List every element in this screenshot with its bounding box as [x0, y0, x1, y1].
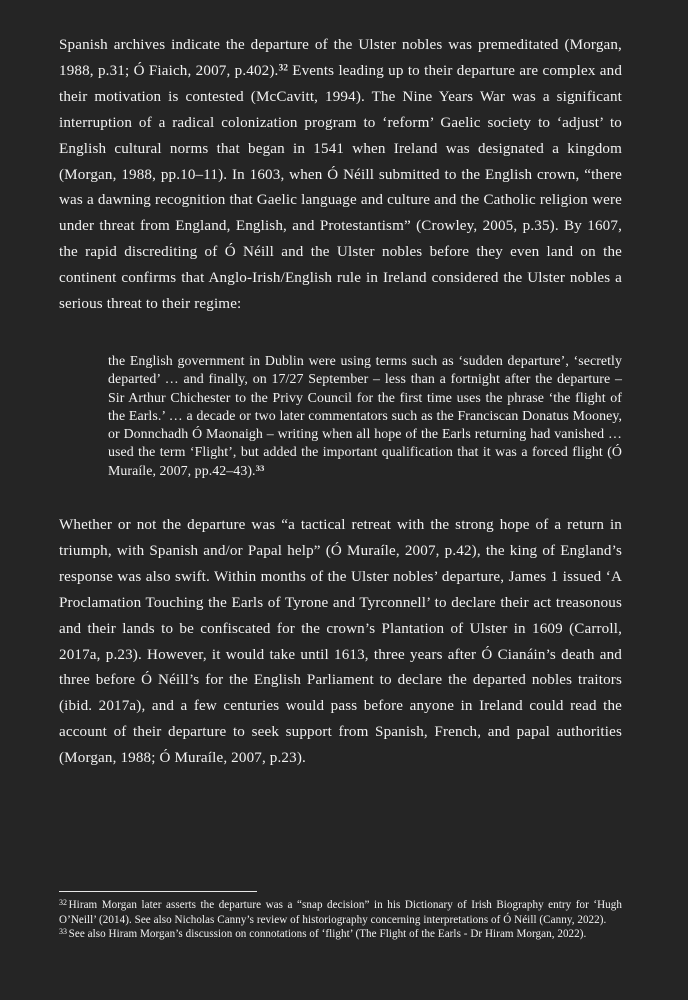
footnote-number: 33 — [59, 926, 68, 936]
footnote-item — [59, 927, 622, 942]
footnote-marker-32[interactable]: 32 — [278, 63, 288, 74]
block-quote-text: the English government in Dublin were using terms such as ‘sudden departure’, ‘secretly departed’ … and finally, on 17/27 September – less than a fortnight after the departure – Sir Arthur Chichester to the Privy Council for the first time uses the phrase ‘the flight of the Earls.’ … a decade or two later commentators such as the Franciscan Donatus Mooney, or Donnchadh Ó Maonaigh – writing when all hope of the Earls returning had vanished … used the term ‘Flight’, but added the important qualification that it was a forced flight (Ó Muraíle, 2007, pp.42–43). — [108, 353, 622, 479]
footnote-text: Hiram Morgan later asserts the departure was a “snap decision” in his Dictionary of Irish Biography entry for ‘Hugh O’Neill’ (2014). See also Nicholas Canny’s review of historiography concerning interpretations of Ó Néill (Canny, 2022). — [59, 899, 622, 926]
paragraph-one — [59, 33, 622, 318]
footnote-text: See also Hiram Morgan’s discussion on connotations of ‘flight’ (The Flight of the Earls - Dr Hiram Morgan, 2022). — [68, 928, 587, 941]
footnote-marker-33[interactable]: 33 — [255, 462, 265, 473]
footnote-separator-rule — [59, 891, 257, 892]
footnote-item — [59, 898, 622, 927]
footnote-section — [59, 891, 622, 942]
paragraph-one-text-a: Spanish archives indicate the departure of the Ulster nobles was premeditated (Morgan, 1988, p.31; Ó Fiaich, 2007, p.402). — [59, 37, 622, 79]
block-quote — [108, 353, 622, 481]
paragraph-two: Whether or not the departure was “a tactical retreat with the strong hope of a return in triumph, with Spanish and/or Papal help” (Ó Muraíle, 2007, p.42), the king of England’s response was also swift. Within months of the Ulster nobles’ departure, James 1 issued ‘A Proclamation Touching the Earls of Tyrone and Tyrconnell’ to declare their act treasonous and their lands to be confiscated for the crown’s Plantation of Ulster in 1609 (Carroll, 2017a, p.23). However, it would take until 1613, three years after Ó Cianáin’s death and three before Ó Néill’s for the English Parliament to declare the departed nobles traitors (ibid. 2017a), and a few centuries would pass before anyone in Ireland could read the account of their departure to seek support from Spanish, French, and papal authorities (Morgan, 1988; Ó Muraíle, 2007, p.23). — [59, 517, 622, 767]
footnote-number: 32 — [59, 897, 68, 907]
paragraph-one-text-b: Events leading up to their departure are complex and their motivation is contested (McCavitt, 1994). The Nine Years War was a significant interruption of a radical colonization program to ‘reform’ Gaelic society to ‘adjust’ to English cultural norms that began in 1541 when Ireland was designated a kingdom (Morgan, 1988, pp.10–11). In 1603, when Ó Néill submitted to the English crown, “there was a dawning recognition that Gaelic language and culture and the Catholic religion were under threat from England, English, and Protestantism” (Crowley, 2005, p.35). By 1607, the rapid discrediting of Ó Néill and the Ulster nobles before they even land on the continent confirms that Anglo-Irish/English rule in Ireland considered the Ulster nobles a serious threat to their regime: — [59, 62, 623, 313]
